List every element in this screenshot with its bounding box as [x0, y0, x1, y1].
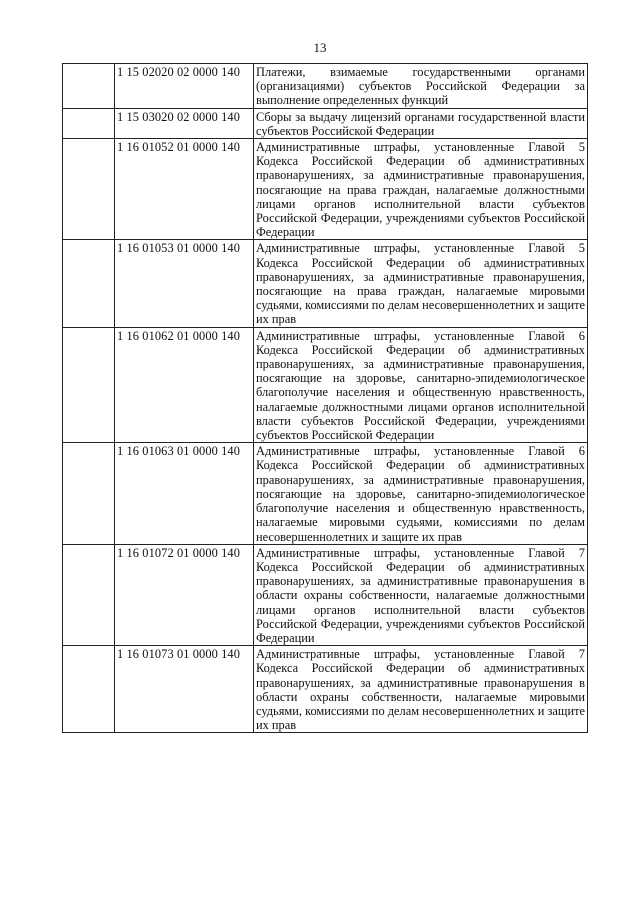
- revenue-description: Административные штрафы, установленные Главой 7 Кодекса Российской Федерации об административных правонарушениях, за административные правонарушения в области охраны собственности, налагаемые мировыми судьями, комиссиями по делам несовершеннолетних и защите их прав: [254, 646, 588, 733]
- blank-cell: [63, 139, 115, 240]
- budget-classification-table: [62, 63, 588, 733]
- budget-code: 1 16 01052 01 0000 140: [115, 139, 254, 240]
- table-row: [63, 646, 588, 733]
- budget-code: 1 16 01072 01 0000 140: [115, 544, 254, 645]
- blank-cell: [63, 646, 115, 733]
- revenue-description: Сборы за выдачу лицензий органами государственной власти субъектов Российской Федерации: [254, 108, 588, 138]
- table-row: [63, 240, 588, 327]
- revenue-description: Административные штрафы, установленные Главой 6 Кодекса Российской Федерации об административных правонарушениях, за административные правонарушения, посягающие на здоровье, санитарно-эпидемиологическое благополучие населения и общественную нравственность, налагаемые мировыми судьями, комиссиями по делам несовершеннолетних и защите их прав: [254, 443, 588, 544]
- revenue-description: Административные штрафы, установленные Главой 6 Кодекса Российской Федерации об административных правонарушениях, за административные правонарушения, посягающие на здоровье, санитарно-эпидемиологическое благополучие населения и общественную нравственность, налагаемые должностными лицами органов исполнительной власти субъектов Российской Федерации, учреждениями субъектов Российской Федерации: [254, 327, 588, 443]
- blank-cell: [63, 240, 115, 327]
- table-row: [63, 327, 588, 443]
- table-row: [63, 139, 588, 240]
- revenue-description: Административные штрафы, установленные Главой 5 Кодекса Российской Федерации об административных правонарушениях, за административные правонарушения, посягающие на права граждан, налагаемые мировыми судьями, комиссиями по делам несовершеннолетних и защите их прав: [254, 240, 588, 327]
- blank-cell: [63, 443, 115, 544]
- table-row: [63, 544, 588, 645]
- blank-cell: [63, 327, 115, 443]
- table-row: [63, 443, 588, 544]
- budget-code: 1 15 03020 02 0000 140: [115, 108, 254, 138]
- budget-code: 1 16 01053 01 0000 140: [115, 240, 254, 327]
- table-row: [63, 108, 588, 138]
- budget-code: 1 16 01063 01 0000 140: [115, 443, 254, 544]
- revenue-description: Платежи, взимаемые государственными органами (организациями) субъектов Российской Федерации за выполнение определенных функций: [254, 64, 588, 109]
- table-row: [63, 64, 588, 109]
- blank-cell: [63, 108, 115, 138]
- blank-cell: [63, 64, 115, 109]
- budget-code: 1 15 02020 02 0000 140: [115, 64, 254, 109]
- blank-cell: [63, 544, 115, 645]
- revenue-description: Административные штрафы, установленные Главой 5 Кодекса Российской Федерации об административных правонарушениях, за административные правонарушения, посягающие на права граждан, налагаемые должностными лицами органов исполнительной власти субъектов Российской Федерации, учреждениями субъектов Российской Федерации: [254, 139, 588, 240]
- revenue-description: Административные штрафы, установленные Главой 7 Кодекса Российской Федерации об административных правонарушениях, за административные правонарушения в области охраны собственности, налагаемые должностными лицами органов исполнительной власти субъектов Российской Федерации, учреждениями субъектов Российской Федерации: [254, 544, 588, 645]
- page-number: 13: [313, 40, 327, 55]
- budget-code: 1 16 01062 01 0000 140: [115, 327, 254, 443]
- budget-code: 1 16 01073 01 0000 140: [115, 646, 254, 733]
